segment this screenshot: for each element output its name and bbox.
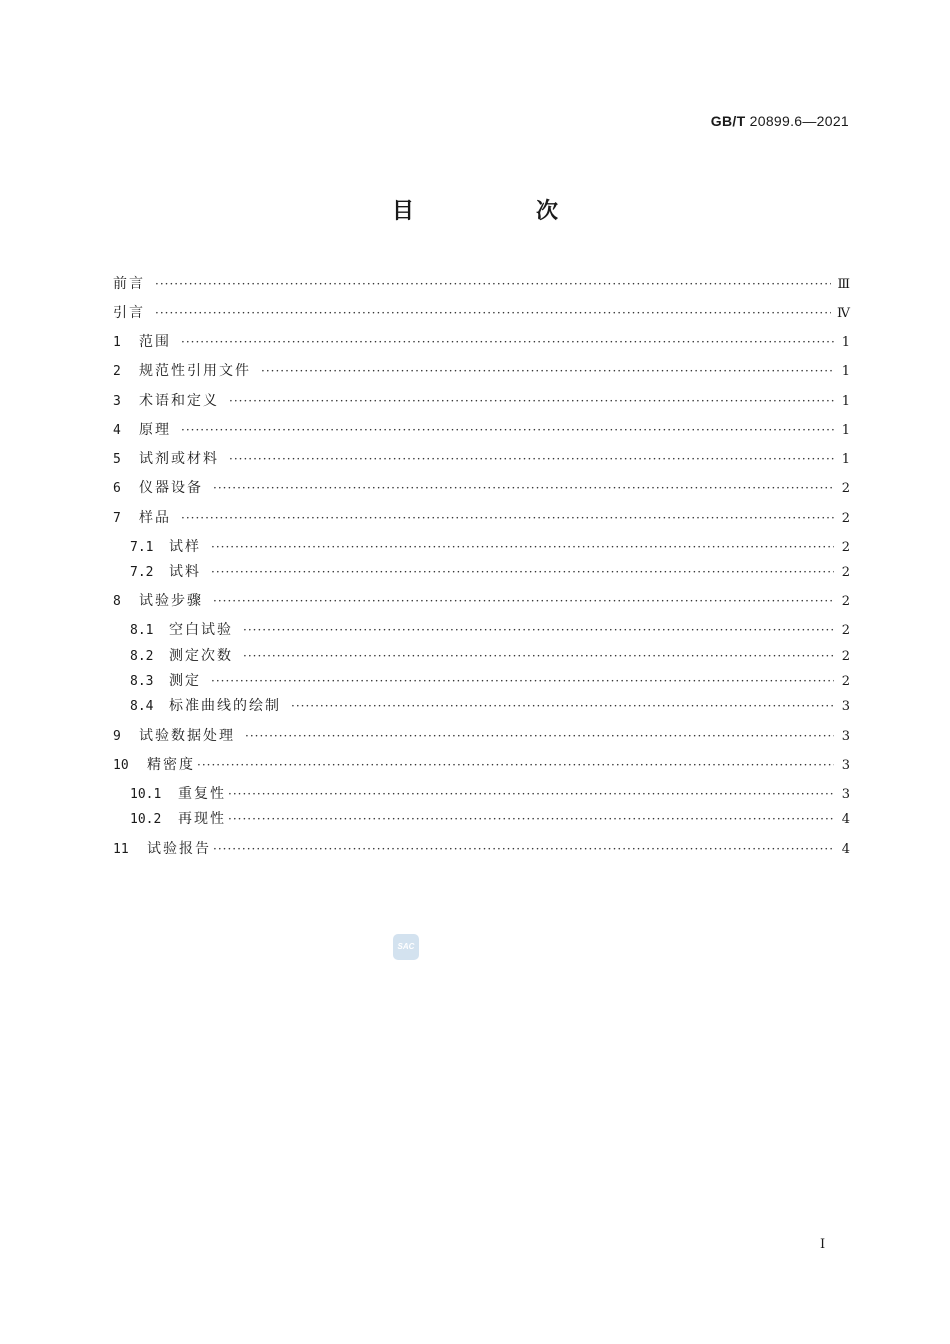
toc-leader-dots (181, 419, 834, 441)
toc-entry-label: 引言 (113, 305, 145, 321)
toc-entry-page: 1 (841, 364, 850, 379)
toc-leader-dots (243, 619, 834, 641)
page-number: Ⅰ (820, 1237, 826, 1252)
toc-entry-label: 样品 (139, 510, 171, 526)
toc-entry-label: 试验步骤 (139, 593, 203, 609)
toc-title: 目 次 (391, 199, 608, 224)
toc-entry-page: 1 (841, 394, 850, 409)
toc-entry-page: 1 (841, 423, 850, 438)
toc-entry-number: 8.3 (130, 674, 154, 689)
toc-leader-dots (291, 695, 834, 717)
toc-entry-1[interactable] (113, 331, 850, 353)
toc-entry-label: 试验报告 (147, 841, 211, 857)
toc-entry-label: 试样 (169, 539, 201, 555)
toc-entry-label: 空白试验 (169, 622, 233, 638)
toc-entry-page: 2 (841, 565, 850, 580)
standard-prefix: GB/T (710, 113, 746, 129)
toc-entry-page: 4 (841, 812, 850, 827)
toc-entry-page: 3 (841, 729, 850, 744)
toc-entry-number: 2 (113, 364, 121, 379)
toc-entry-10-1[interactable] (130, 783, 850, 805)
toc-entry-label: 原理 (139, 422, 171, 438)
toc-entry-number: 10 (113, 758, 129, 773)
toc-entry-foreword[interactable] (113, 273, 850, 295)
toc-leader-dots (181, 331, 834, 353)
toc-leader-dots (229, 448, 834, 470)
toc-entry-number: 3 (113, 394, 121, 409)
toc-entry-page: 2 (841, 540, 850, 555)
toc-leader-dots (228, 783, 834, 805)
toc-leader-dots (229, 390, 834, 412)
toc-entry-label: 试料 (169, 564, 201, 580)
toc-entry-number: 4 (113, 423, 121, 438)
toc-entry-page: 2 (841, 623, 850, 638)
toc-entry-2[interactable] (113, 360, 850, 382)
toc-leader-dots (213, 477, 834, 499)
toc-entry-page: 2 (841, 594, 850, 609)
toc-entry-8-2[interactable] (130, 645, 850, 667)
toc-entry-number: 10.1 (130, 787, 162, 802)
toc-leader-dots (211, 536, 834, 558)
toc-entry-page: 3 (841, 787, 850, 802)
toc-entry-page: 2 (841, 481, 850, 496)
toc-leader-dots (155, 273, 831, 295)
toc-entry-10-2[interactable] (130, 808, 850, 830)
toc-entry-5[interactable] (113, 448, 850, 470)
toc-leader-dots (211, 561, 834, 583)
toc-entry-label: 测定 (169, 673, 201, 689)
toc-entry-page: 1 (841, 452, 850, 467)
toc-leader-dots (213, 838, 834, 860)
toc-leader-dots (228, 808, 834, 830)
toc-entry-page: 4 (841, 842, 850, 857)
toc-entry-number: 7.1 (130, 540, 154, 555)
toc-entry-8[interactable] (113, 590, 850, 612)
toc-entry-6[interactable] (113, 477, 850, 499)
toc-entry-number: 8.1 (130, 623, 154, 638)
toc-entry-label: 仪器设备 (139, 480, 203, 496)
toc-entry-label: 试验数据处理 (139, 728, 235, 744)
toc-entry-label: 试剂或材料 (139, 451, 219, 467)
toc-leader-dots (197, 754, 834, 776)
toc-entry-label: 精密度 (147, 757, 195, 773)
toc-entry-page: 2 (841, 511, 850, 526)
toc-entry-7-1[interactable] (130, 536, 850, 558)
toc-entry-page: 2 (841, 674, 850, 689)
toc-entry-number: 8 (113, 594, 121, 609)
toc-entry-number: 8.4 (130, 699, 154, 714)
toc-entry-number: 7.2 (130, 565, 154, 580)
toc-entry-4[interactable] (113, 419, 850, 441)
standard-number: 20899.6—2021 (749, 113, 849, 129)
toc-entry-10[interactable] (113, 754, 850, 776)
toc-entry-number: 6 (113, 481, 121, 496)
toc-entry-label: 标准曲线的绘制 (169, 698, 281, 714)
toc-leader-dots (213, 590, 834, 612)
toc-leader-dots (181, 507, 834, 529)
toc-entry-label: 重复性 (178, 786, 226, 802)
toc-entry-9[interactable] (113, 725, 850, 747)
toc-leader-dots (155, 302, 831, 324)
sac-watermark-logo (393, 934, 419, 960)
toc-leader-dots (245, 725, 834, 747)
toc-entry-page: Ⅳ (837, 306, 850, 321)
toc-entry-page: 3 (841, 758, 850, 773)
toc-entry-label: 前言 (113, 276, 145, 292)
toc-entry-number: 11 (113, 842, 129, 857)
toc-entry-7-2[interactable] (130, 561, 850, 583)
toc-entry-8-4[interactable] (130, 695, 850, 717)
toc-entry-number: 10.2 (130, 812, 162, 827)
toc-entry-introduction[interactable] (113, 302, 850, 324)
toc-entry-number: 5 (113, 452, 121, 467)
standard-code (711, 113, 849, 129)
toc-leader-dots (211, 670, 834, 692)
toc-leader-dots (261, 360, 834, 382)
toc-entry-page: 1 (841, 335, 850, 350)
toc-entry-number: 9 (113, 729, 121, 744)
watermark-text: SAC (397, 942, 415, 951)
toc-entry-page: 3 (841, 699, 850, 714)
toc-entry-3[interactable] (113, 390, 850, 412)
toc-entry-number: 1 (113, 335, 121, 350)
toc-entry-label: 再现性 (178, 811, 226, 827)
toc-entry-label: 范围 (139, 334, 171, 350)
toc-entry-label: 规范性引用文件 (139, 363, 251, 379)
toc-entry-7[interactable] (113, 507, 850, 529)
toc-entry-8-1[interactable] (130, 619, 850, 641)
toc-entry-number: 7 (113, 511, 121, 526)
toc-entry-label: 术语和定义 (139, 393, 219, 409)
toc-entry-page: Ⅲ (837, 277, 850, 292)
toc-entry-page: 2 (841, 649, 850, 664)
toc-leader-dots (243, 645, 834, 667)
toc-entry-label: 测定次数 (169, 648, 233, 664)
toc-entry-8-3[interactable] (130, 670, 850, 692)
toc-entry-11[interactable] (113, 838, 850, 860)
toc-entry-number: 8.2 (130, 649, 154, 664)
